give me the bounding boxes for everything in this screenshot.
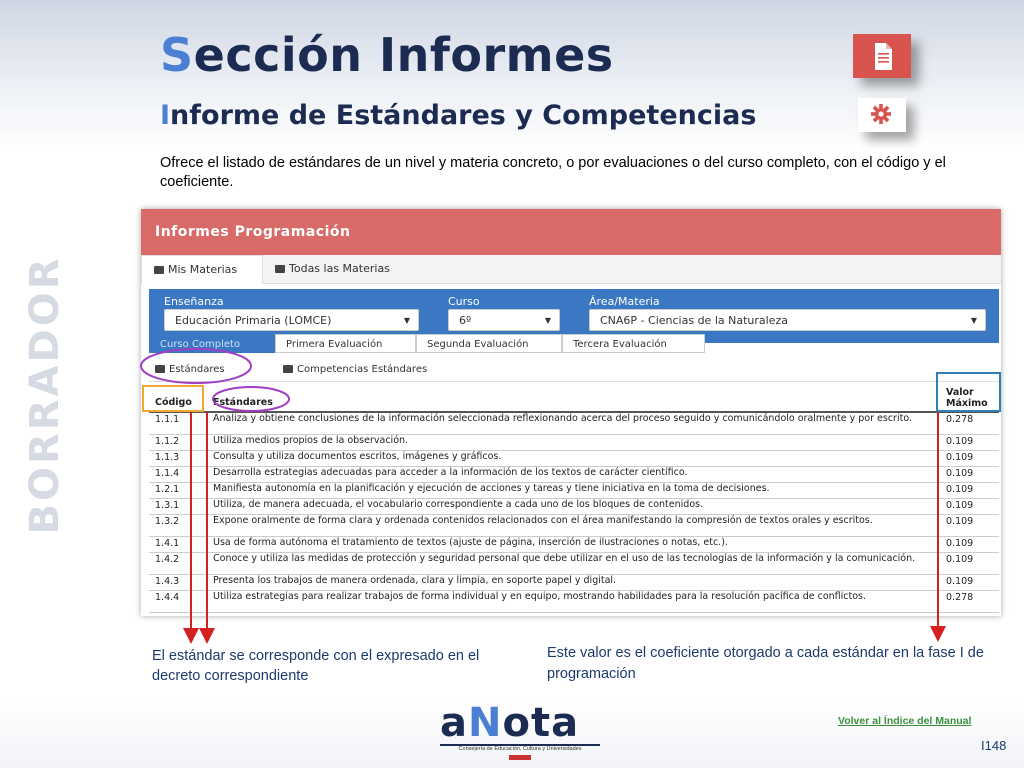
crest-icon [509,755,531,760]
row-code: 1.4.2 [155,554,180,565]
anota-logo: aNota Consejería de Educación, Cultura y Universidades [440,702,600,764]
row-value: 0.109 [946,484,974,495]
row-value: 0.109 [946,500,974,511]
row-value: 0.109 [946,538,974,549]
row-value: 0.109 [946,576,974,587]
row-code: 1.4.3 [155,576,180,587]
row-value: 0.278 [946,592,974,603]
row-code: 1.1.4 [155,468,180,479]
tab-competencias-estandares[interactable]: Competencias Estándares [277,359,433,381]
draft-watermark: BORRADOR [22,255,68,535]
row-standard: Utiliza estrategias para realizar trabajos de forma individual y en equipo, mostrando habilidades para la resolución pacífica de conflictos. [213,591,867,602]
col-codigo: Código [155,397,192,408]
tab-mis-materias[interactable]: Mis Materias [141,255,263,284]
row-code: 1.2.1 [155,484,180,495]
row-value: 0.109 [946,468,974,479]
caret-down-icon: ▼ [403,316,410,325]
row-standard: Usa de forma autónoma el tratamiento de textos (ajuste de página, inserción de ilustraciones o notas, etc.). [213,537,728,548]
row-value: 0.109 [946,452,974,463]
row-standard: Utiliza, de manera adecuada, el vocabulario correspondiente a cada uno de los bloques de contenidos. [213,499,704,510]
tab-todas-materias[interactable]: Todas las Materias [263,255,402,283]
panel-header: Informes Programación [141,209,1001,255]
ensenanza-select[interactable]: Educación Primaria (LOMCE) ▼ [164,309,419,331]
row-standard: Expone oralmente de forma clara y ordenada contenidos relacionados con el área manifestando la compresión de textos orales y escritos. [213,515,873,526]
page-number: I148 [981,738,1007,753]
annotation-left: El estándar se corresponde con el expresado en el decreto correspondiente [152,648,480,684]
annotation-right: Este valor es el coeficiente otorgado a cada estándar en la fase I de programación [547,645,984,682]
row-standard: Utiliza medios propios de la observación. [213,435,409,446]
col-estandares: Estándares [213,397,273,408]
tab-segunda-evaluacion[interactable]: Segunda Evaluación [416,334,562,353]
tab-primera-evaluacion[interactable]: Primera Evaluación [275,334,416,353]
row-code: 1.1.3 [155,452,180,463]
curso-label: Curso [448,295,480,308]
row-standard: Conoce y utiliza las medidas de protección y seguridad personal que debe utilizar en el uso de las tecnologías de la información y la comunicación. [213,553,916,564]
area-select[interactable]: CNA6P - Ciencias de la Naturaleza ▼ [589,309,986,331]
row-value: 0.109 [946,436,974,447]
row-value: 0.109 [946,554,974,565]
valor-header-highlight [937,373,1000,411]
page-title: Sección Informes [160,28,614,82]
area-label: Área/Materia [589,295,660,308]
row-code: 1.3.2 [155,516,180,527]
row-standard: Presenta los trabajos de manera ordenada, clara y limpia, en soporte papel y digital. [213,575,617,586]
estandares-header-highlight [213,387,289,411]
row-code: 1.4.1 [155,538,180,549]
row-value: 0.278 [946,414,974,425]
row-code: 1.1.2 [155,436,180,447]
row-standard: Manifiesta autonomía en la planificación y ejecución de acciones y tareas y tiene iniciativa en la toma de decisiones. [213,483,770,494]
tab-estandares[interactable]: Estándares [149,359,231,381]
tab-tercera-evaluacion[interactable]: Tercera Evaluación [562,334,705,353]
caret-down-icon: ▼ [970,316,977,325]
description-text: Ofrece el listado de estándares de un nivel y materia concreto, o por evaluaciones o del curso completo, con el código y el coeficiente. [160,155,946,190]
page-subtitle: Informe de Estándares y Competencias [160,100,757,131]
row-value: 0.109 [946,516,974,527]
row-standard: Analiza y obtiene conclusiones de la información seleccionada reflexionando acerca del proceso seguido y comunicándolo oralmente y por escrito. [213,413,912,424]
row-code: 1.3.1 [155,500,180,511]
row-code: 1.1.1 [155,414,180,425]
curso-select[interactable]: 6º ▼ [448,309,560,331]
ensenanza-label: Enseñanza [164,295,224,308]
row-standard: Desarrolla estrategias adecuadas para acceder a la información de los textos de carácter científico. [213,467,688,478]
col-valor: Valor [946,387,974,398]
row-standard: Consulta y utiliza documentos escritos, imágenes y gráficos. [213,451,502,462]
tab-curso-completo[interactable]: Curso Completo [149,334,275,353]
caret-down-icon: ▼ [544,316,551,325]
col-maximo: Máximo [946,398,988,409]
codigo-header-highlight [143,386,203,411]
row-code: 1.4.4 [155,592,180,603]
back-to-index-link[interactable]: Volver al Índice del Manual [838,715,972,727]
estandares-tab-highlight [141,349,251,383]
